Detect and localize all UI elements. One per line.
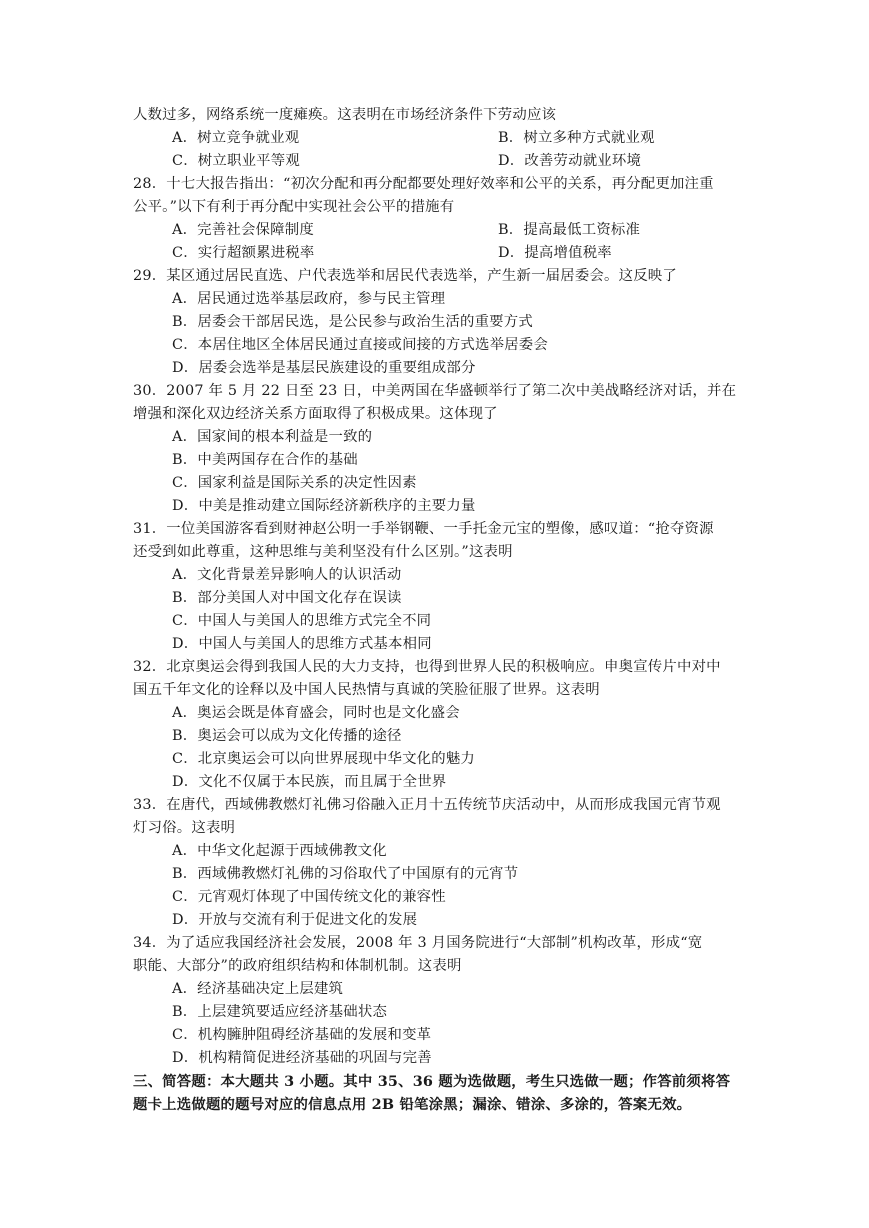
q33-option-b: B．西域佛教燃灯礼佛的习俗取代了中国原有的元宵节: [172, 866, 519, 882]
q27-option-a: A．树立竞争就业观: [172, 130, 300, 146]
q30-option-a: A．国家间的根本利益是一致的: [172, 429, 373, 445]
q33-option-c: C．元宵观灯体现了中国传统文化的兼容性: [172, 889, 446, 905]
q34-stem-line1: 34．为了适应我国经济社会发展，2008 年 3 月国务院进行“大部制”机构改革，形成“宽: [133, 935, 703, 951]
q27-option-d: D．改善劳动就业环境: [498, 153, 642, 169]
q28-option-d: D．提高增值税率: [498, 245, 612, 261]
q30-stem-line1: 30．2007 年 5 月 22 日至 23 日，中美两国在华盛顿举行了第二次中美战略经济对话，并在: [133, 383, 737, 399]
q30-option-c: C．国家利益是国际关系的决定性因素: [172, 475, 417, 491]
section-three-heading-line2: 题卡上选做题的题号对应的信息点用 2B 铅笔涂黑；漏涂、错涂、多涂的，答案无效。: [133, 1096, 692, 1113]
q29-option-a: A．居民通过选举基层政府，参与民主管理: [172, 291, 446, 307]
q34-option-d: D．机构精简促进经济基础的巩固与完善: [172, 1050, 432, 1066]
q31-stem-line1: 31．一位美国游客看到财神赵公明一手举钢鞭、一手托金元宝的塑像，感叹道：“抢夺资源: [133, 521, 714, 537]
q34-option-a: A．经济基础决定上层建筑: [172, 981, 344, 997]
q32-option-d: D．文化不仅属于本民族，而且属于全世界: [172, 774, 447, 790]
q33-stem-line2: 灯习俗。这表明: [133, 820, 236, 836]
q30-option-b: B．中美两国存在合作的基础: [172, 452, 358, 468]
q27-option-c: C．树立职业平等观: [172, 153, 300, 169]
q33-option-d: D．开放与交流有利于促进文化的发展: [172, 912, 418, 928]
q32-option-c: C．北京奥运会可以向世界展现中华文化的魅力: [172, 751, 476, 767]
q34-stem-line2: 职能、大部分”的政府组织结构和体制机制。这表明: [133, 958, 462, 974]
q31-stem-line2: 还受到如此尊重，这种思维与美利坚没有什么区别。”这表明: [133, 544, 513, 560]
q28-option-c: C．实行超额累进税率: [172, 245, 315, 261]
q29-option-c: C．本居住地区全体居民通过直接或间接的方式选举居委会: [172, 337, 548, 353]
q27-stem-tail: 人数过多，网络系统一度瘫痪。这表明在市场经济条件下劳动应该: [133, 107, 557, 123]
q28-option-a: A．完善社会保障制度: [172, 222, 314, 238]
q31-option-c: C．中国人与美国人的思维方式完全不同: [172, 613, 432, 629]
q29-option-d: D．居委会选举是基层民族建设的重要组成部分: [172, 360, 476, 376]
q31-option-b: B．部分美国人对中国文化存在误读: [172, 590, 402, 606]
q28-stem-line1: 28．十七大报告指出：“初次分配和再分配都要处理好效率和公平的关系，再分配更加注重: [133, 176, 714, 192]
section-three-heading-line1: 三、简答题：本大题共 3 小题。其中 35、36 题为选做题，考生只选做一题；作答前须将答: [133, 1073, 731, 1090]
q34-option-c: C．机构臃肿阻碍经济基础的发展和变革: [172, 1027, 432, 1043]
q31-option-a: A．文化背景差异影响人的认识活动: [172, 567, 402, 583]
q32-option-b: B．奥运会可以成为文化传播的途径: [172, 728, 402, 744]
q28-option-b: B．提高最低工资标准: [498, 222, 641, 238]
q33-stem-line1: 33．在唐代，西域佛教燃灯礼佛习俗融入正月十五传统节庆活动中，从而形成我国元宵节观: [133, 797, 721, 813]
q29-option-b: B．居委会干部居民选，是公民参与政治生活的重要方式: [172, 314, 533, 330]
q32-stem-line2: 国五千年文化的诠释以及中国人民热情与真诚的笑脸征服了世界。这表明: [133, 682, 600, 698]
q29-stem: 29．某区通过居民直选、户代表选举和居民代表选举，产生新一届居委会。这反映了: [133, 268, 677, 284]
q28-stem-line2: 公平。”以下有利于再分配中实现社会公平的措施有: [133, 199, 455, 215]
q32-stem-line1: 32．北京奥运会得到我国人民的大力支持，也得到世界人民的积极响应。申奥宣传片中对中: [133, 659, 721, 675]
q30-stem-line2: 增强和深化双边经济关系方面取得了积极成果。这体现了: [133, 406, 498, 422]
q27-option-b: B．树立多种方式就业观: [498, 130, 655, 146]
q31-option-d: D．中国人与美国人的思维方式基本相同: [172, 636, 432, 652]
q33-option-a: A．中华文化起源于西域佛教文化: [172, 843, 387, 859]
q34-option-b: B．上层建筑要适应经济基础状态: [172, 1004, 388, 1020]
q32-option-a: A．奥运会既是体育盛会，同时也是文化盛会: [172, 705, 460, 721]
q30-option-d: D．中美是推动建立国际经济新秩序的主要力量: [172, 498, 476, 514]
